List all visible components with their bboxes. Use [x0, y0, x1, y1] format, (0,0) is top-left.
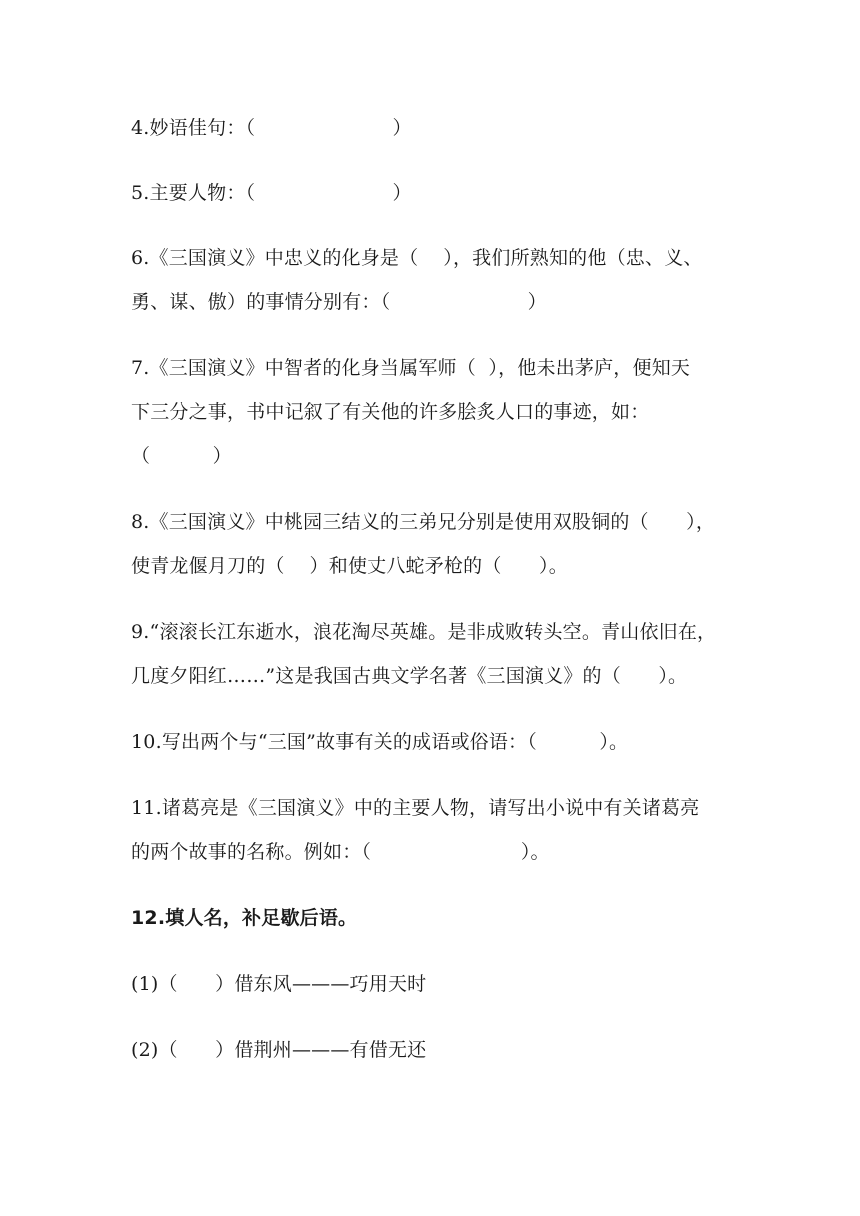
question-4-line-1: 4.妙语佳句：（ ） — [131, 117, 412, 139]
question-11-line-1: 11.诸葛亮是《三国演义》中的主要人物，请写出小说中有关诸葛亮 — [131, 797, 700, 819]
question-7-line-2: 下三分之事，书中记叙了有关他的许多脍炙人口的事迹，如： — [131, 401, 650, 423]
question-12-heading: 12.填人名，补足歇后语。 — [131, 907, 358, 929]
question-6-line-1: 6.《三国演义》中忠义的化身是（ ），我们所熟知的他（忠、义、 — [131, 247, 703, 269]
question-12-item-1: (1)（ ）借东风———巧用天时 — [131, 973, 427, 995]
question-9-line-1: 9.“滚滚长江东逝水，浪花淘尽英雄。是非成败转头空。青山依旧在， — [131, 621, 717, 643]
question-10-line-1: 10.写出两个与“三国”故事有关的成语或俗语：（ ）。 — [131, 731, 629, 753]
question-9-line-2: 几度夕阳红……”这是我国古典文学名著《三国演义》的（ ）。 — [131, 665, 688, 687]
question-12-item-2: (2)（ ）借荆州———有借无还 — [131, 1039, 427, 1061]
question-8-line-1: 8.《三国演义》中桃园三结义的三弟兄分别是使用双股铜的（ ）， — [131, 511, 716, 533]
question-11-line-2: 的两个故事的名称。例如：（ ）。 — [131, 841, 550, 863]
question-8-line-2: 使青龙偃月刀的（ ）和使丈八蛇矛枪的（ ）。 — [131, 555, 568, 577]
question-7-line-1: 7.《三国演义》中智者的化身当属军师（ ），他未出茅庐，便知天 — [131, 357, 691, 379]
question-6-line-2: 勇、谋、傲）的事情分别有：（ ） — [131, 291, 547, 313]
question-5-line-1: 5.主要人物：（ ） — [131, 182, 412, 204]
question-7-line-3: （ ） — [131, 445, 232, 467]
